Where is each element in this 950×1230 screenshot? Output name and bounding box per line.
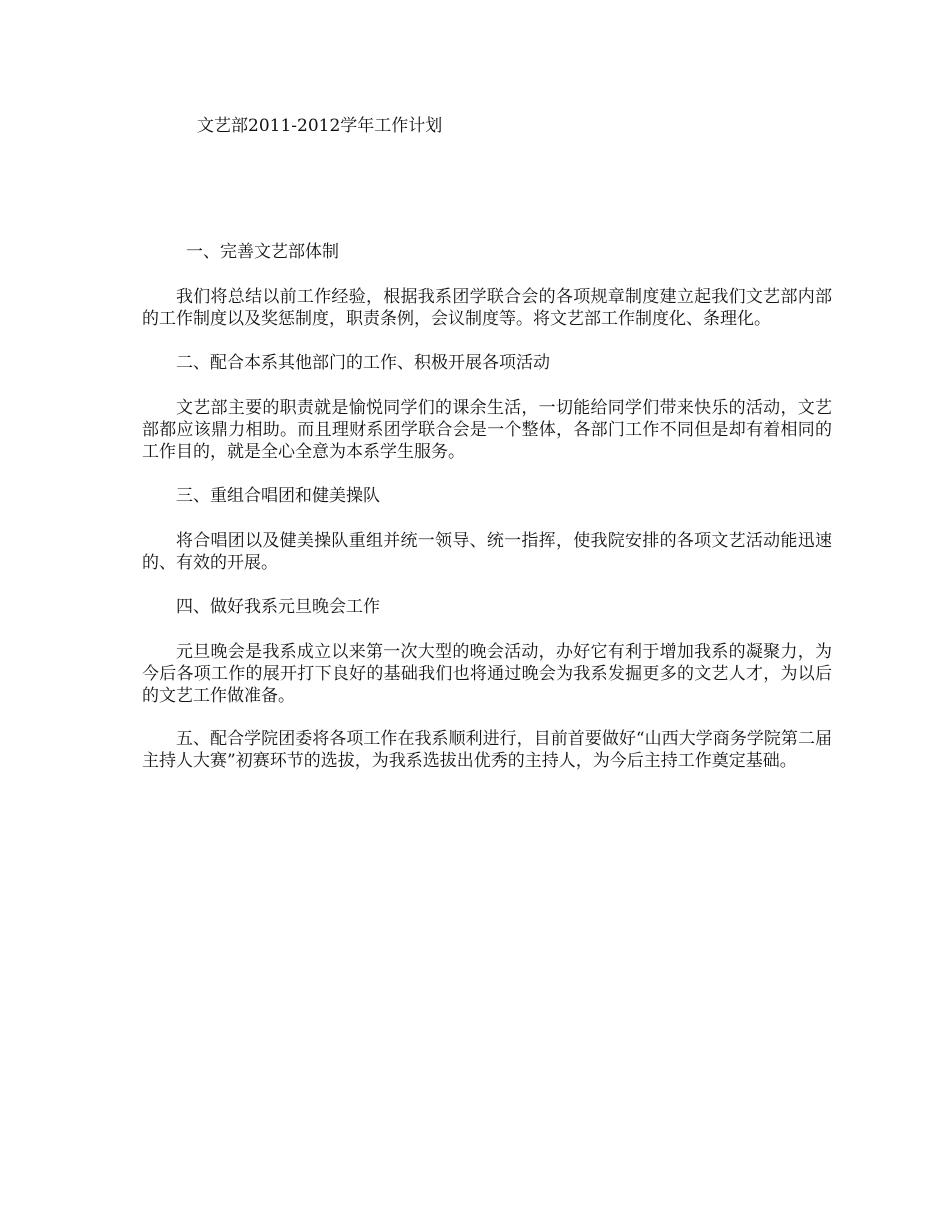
section-heading-4: 四、做好我系元旦晚会工作: [176, 597, 380, 617]
section-heading-1: 一、完善文艺部体制: [186, 242, 339, 262]
document-body: [142, 240, 832, 772]
section-heading-2: 二、配合本系其他部门的工作、积极开展各项活动: [176, 353, 550, 373]
closing-paragraph: 五、配合学院团委将各项工作在我系顺利进行，目前首要做好“山西大学商务学院第二届主持人大赛”初赛环节的选拔，为我系选拔出优秀的主持人，为今后主持工作奠定基础。: [142, 729, 832, 771]
section-paragraph-1: 我们将总结以前工作经验，根据我系团学联合会的各项规章制度建立起我们文艺部内部的工作制度以及奖惩制度，职责条例，会议制度等。将文艺部工作制度化、条理化。: [142, 287, 832, 329]
section-heading-3: 三、重组合唱团和健美操队: [176, 486, 380, 506]
section-paragraph-3: 将合唱团以及健美操队重组并统一领导、统一指挥，使我院安排的各项文艺活动能迅速的、有效的开展。: [142, 531, 832, 573]
document-title: 文艺部2011-2012学年工作计划: [197, 116, 443, 136]
section-paragraph-2: 文艺部主要的职责就是愉悦同学们的课余生活，一切能给同学们带来快乐的活动，文艺部都应该鼎力相助。而且理财系团学联合会是一个整体，各部门工作不同但是却有着相同的工作目的，就是全心全意为本系学生服务。: [142, 398, 832, 462]
section-paragraph-4: 元旦晚会是我系成立以来第一次大型的晚会活动，办好它有利于增加我系的凝聚力，为今后各项工作的展开打下良好的基础我们也将通过晚会为我系发掘更多的文艺人才，为以后的文艺工作做准备。: [142, 642, 832, 706]
